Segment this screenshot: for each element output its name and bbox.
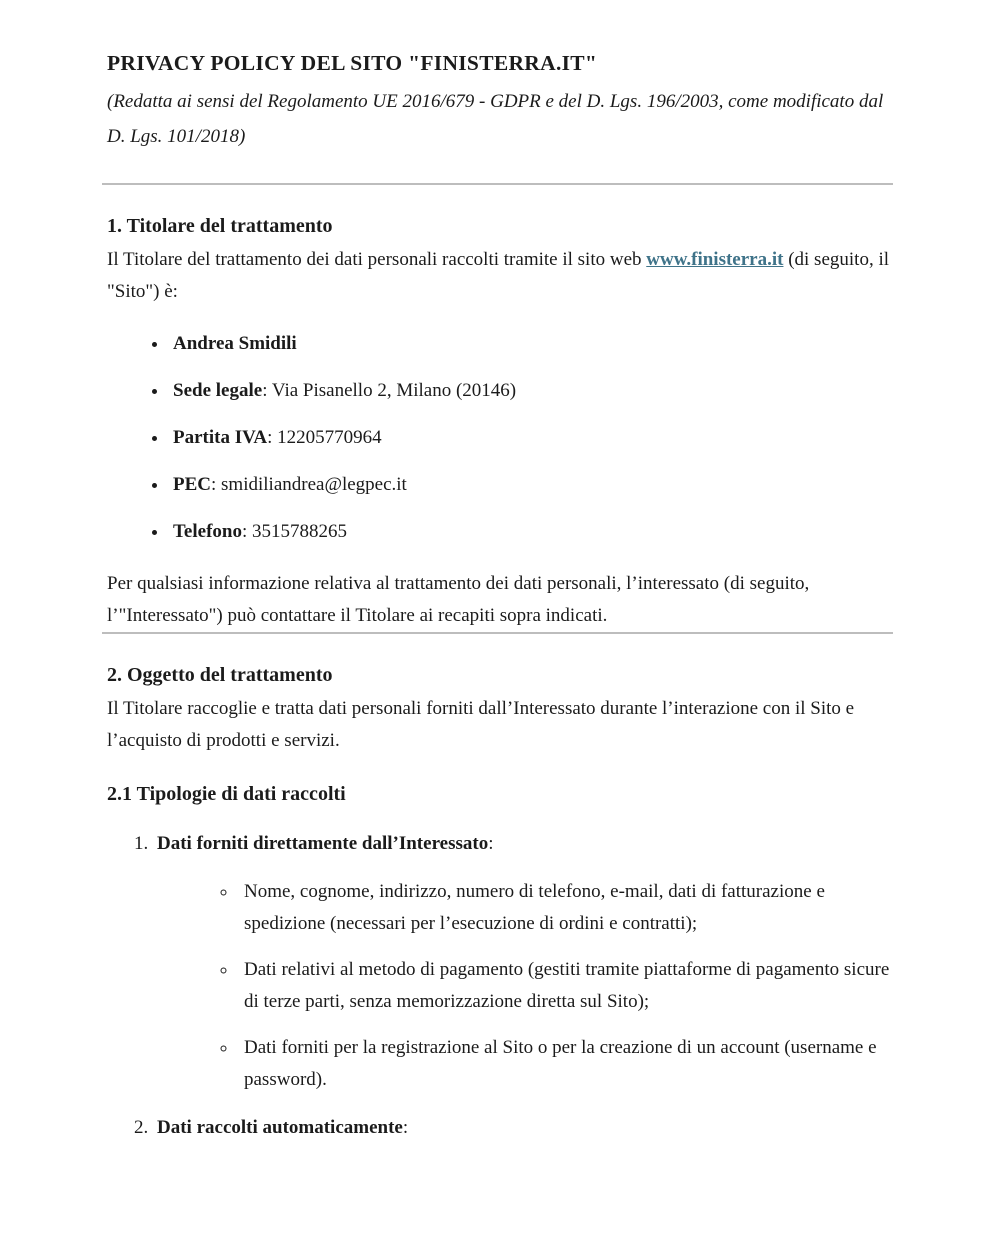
finisterra-link[interactable]: www.finisterra.it bbox=[646, 249, 784, 270]
phone-value: : 3515788265 bbox=[241, 521, 347, 542]
section-1-heading: 1. Titolare del trattamento bbox=[107, 215, 333, 237]
registered-office-value: : Via Pisanello 2, Milano (20146) bbox=[262, 380, 517, 401]
intro-text-before-link: Il Titolare del trattamento dei dati personali raccolti tramite il sito web bbox=[107, 249, 647, 270]
section-2-heading: 2. Oggetto del trattamento bbox=[107, 664, 333, 686]
section-divider bbox=[102, 632, 893, 634]
list-item-owner-name bbox=[169, 328, 893, 360]
intro-text-after-link: (di seguito, il "Sito") è: bbox=[107, 249, 890, 302]
automatic-data-suffix: : bbox=[402, 1117, 409, 1138]
phone-label: Telefono bbox=[173, 521, 242, 542]
section-2-1-heading: 2.1 Tipologie di dati raccolti bbox=[107, 783, 346, 805]
list-item-phone bbox=[169, 516, 893, 548]
list-item-vat-number bbox=[169, 422, 893, 454]
automatic-data-label: Dati raccolti automaticamente bbox=[157, 1117, 403, 1138]
section-2-intro: Il Titolare raccoglie e tratta dati personali forniti dall’Interessato durante l’interazione con il Sito e l’acquisto di prodotti e servizi. bbox=[107, 698, 855, 751]
list-item-pec bbox=[169, 469, 893, 501]
section-1-outro: Per qualsiasi informazione relativa al trattamento dei dati personali, l’interessato (di seguito, l’"Interessato") può contattare il Titolare ai recapiti sopra indicati. bbox=[107, 573, 810, 626]
list-item-registration-data: ◦ Dati forniti per la registrazione al Sito o per la creazione di un account (username e password). bbox=[238, 1032, 893, 1096]
list-item-direct-data bbox=[153, 828, 893, 1096]
vat-number-label: Partita IVA bbox=[173, 427, 268, 448]
direct-data-suffix: : bbox=[488, 833, 494, 854]
list-item-payment-data: ◦ Dati relativi al metodo di pagamento (gestiti tramite piattaforme di pagamento sicure di terze parti, senza memorizzazione diretta sul Sito); bbox=[238, 954, 893, 1018]
owner-contact-list bbox=[107, 328, 893, 548]
list-item-automatic-data bbox=[153, 1112, 893, 1144]
owner-name: Andrea Smidili bbox=[173, 333, 297, 354]
pec-label: PEC bbox=[173, 474, 211, 495]
page-title: PRIVACY POLICY DEL SITO "FINISTERRA.IT" bbox=[107, 51, 598, 75]
vat-number-value: : 12205770964 bbox=[267, 427, 382, 448]
section-divider bbox=[102, 183, 893, 185]
pec-value: : smidiliandrea@legpec.it bbox=[211, 474, 407, 495]
direct-data-sublist bbox=[157, 876, 893, 1096]
section-1-intro bbox=[107, 244, 893, 308]
list-item-personal-data: ◦ Nome, cognome, indirizzo, numero di telefono, e-mail, dati di fatturazione e spedizione (necessari per l’esecuzione di ordini e contratti); bbox=[238, 876, 893, 940]
data-types-list bbox=[107, 828, 893, 1144]
direct-data-label: Dati forniti direttamente dall’Interessato bbox=[157, 833, 489, 854]
list-item-registered-office bbox=[169, 375, 893, 407]
page-subtitle: (Redatta ai sensi del Regolamento UE 2016/679 - GDPR e del D. Lgs. 196/2003, come modificato dal D. Lgs. 101/2018) bbox=[107, 91, 884, 147]
registered-office-label: Sede legale bbox=[173, 380, 263, 401]
